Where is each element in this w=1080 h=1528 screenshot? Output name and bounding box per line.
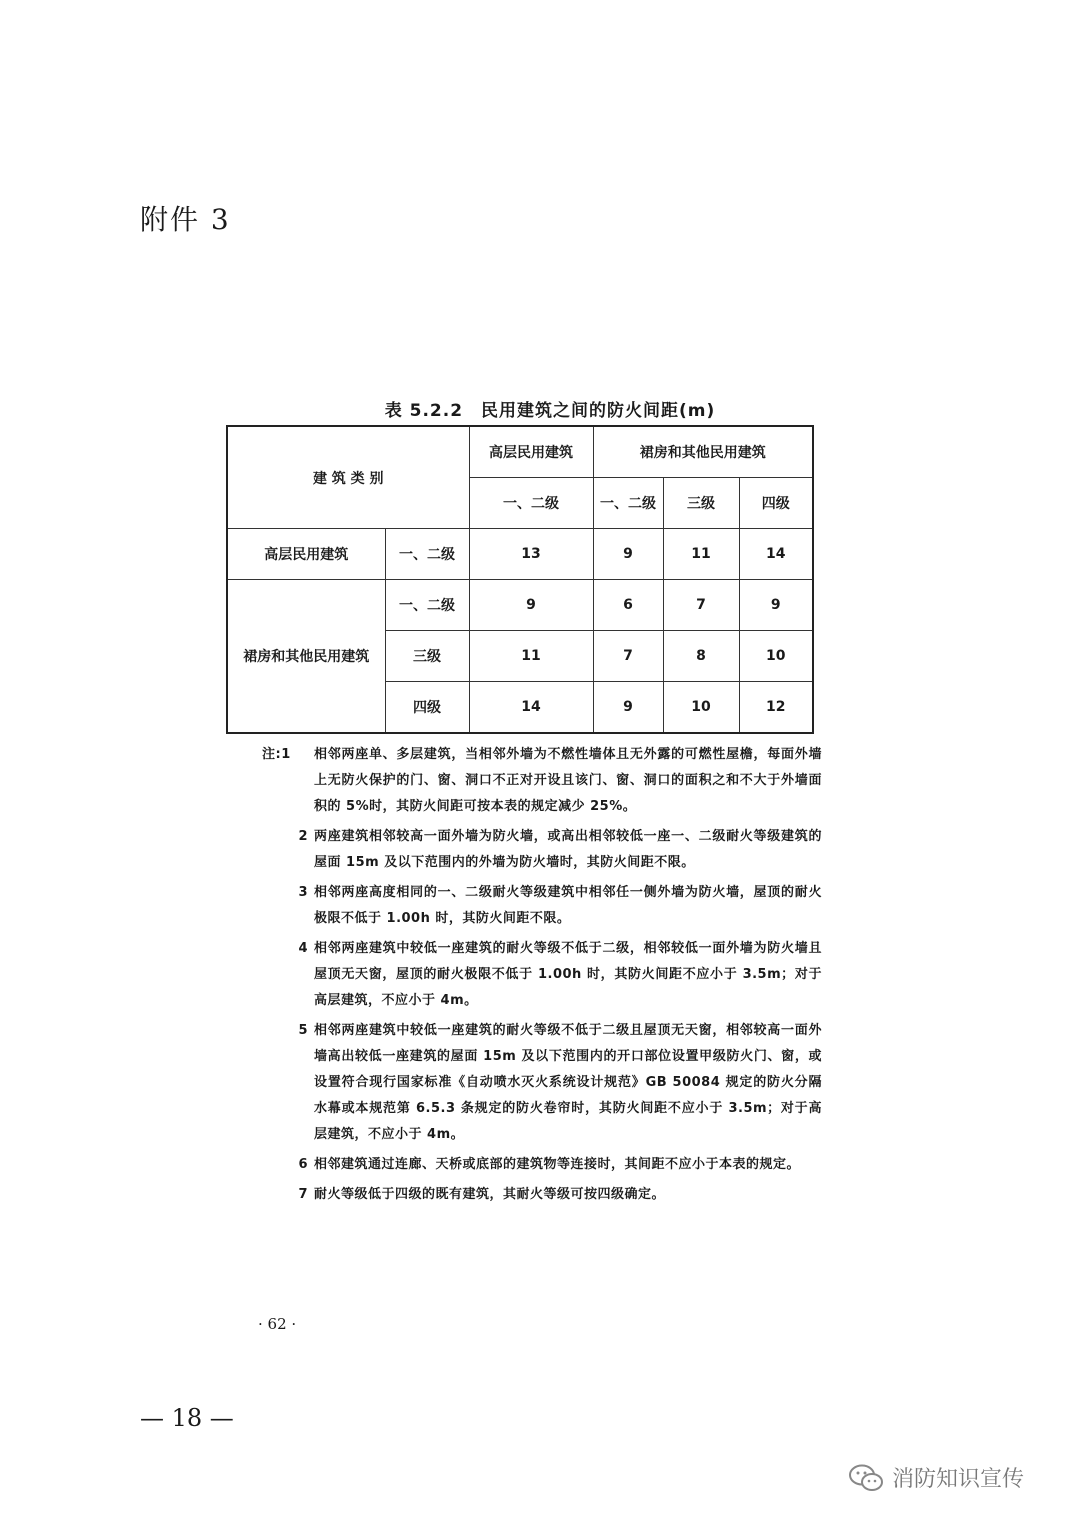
row-grade: 四级 xyxy=(385,682,469,734)
row-grade: 一、二级 xyxy=(385,529,469,580)
cell-value: 11 xyxy=(469,631,593,682)
note-text: 相邻两座建筑中较低一座建筑的耐火等级不低于二级，相邻较低一面外墙为防火墙且屋顶无天窗，屋顶的耐火极限不低于 1.00h 时，其防火间距不应小于 3.5m；对于高层建筑，不应小于 4m。 xyxy=(314,941,822,1008)
header-grade: 三级 xyxy=(663,478,739,529)
watermark-text: 消防知识宣传 xyxy=(892,1467,1025,1492)
cell-value: 11 xyxy=(663,529,739,580)
note-number: 5 xyxy=(298,1023,308,1038)
attachment-title: 附件 3 xyxy=(140,203,231,236)
note-text: 耐火等级低于四级的既有建筑，其耐火等级可按四级确定。 xyxy=(314,1187,666,1202)
note-number: 2 xyxy=(298,829,308,844)
note-item xyxy=(262,1152,822,1178)
note-item xyxy=(262,880,822,932)
cell-value: 9 xyxy=(593,682,663,734)
header-grade: 一、二级 xyxy=(593,478,663,529)
watermark xyxy=(848,1462,1024,1493)
cell-value: 7 xyxy=(663,580,739,631)
header-grade: 一、二级 xyxy=(469,478,593,529)
cell-value: 13 xyxy=(469,529,593,580)
header-grade: 四级 xyxy=(739,478,813,529)
cell-value: 7 xyxy=(593,631,663,682)
cell-value: 10 xyxy=(739,631,813,682)
table-caption: 表 5.2.2 民用建筑之间的防火间距(m) xyxy=(384,401,716,421)
table-row xyxy=(227,529,813,580)
cell-value: 9 xyxy=(469,580,593,631)
row-grade: 一、二级 xyxy=(385,580,469,631)
cell-value: 9 xyxy=(739,580,813,631)
header-category: 建 筑 类 别 xyxy=(227,426,469,529)
note-text: 相邻两座高度相同的一、二级耐火等级建筑中相邻任一侧外墙为防火墙，屋顶的耐火极限不低于 1.00h 时，其防火间距不限。 xyxy=(314,885,822,926)
note-number: 7 xyxy=(298,1187,308,1202)
cell-value: 12 xyxy=(739,682,813,734)
page-number: — 18 — xyxy=(140,1404,234,1432)
note-item xyxy=(262,824,822,876)
note-text: 相邻两座建筑中较低一座建筑的耐火等级不低于二级且屋顶无天窗，相邻较高一面外墙高出较低一座建筑的屋面 15m 及以下范围内的开口部位设置甲级防火门、窗，或设置符合现行国家标准《自动喷水灭火系统设计规范》GB 50084 规定的防火分隔水幕或本规范第 6.5.3 条规定的防火卷帘时，其防火间距不应小于 3.5m；对于高层建筑，不应小于 4m。 xyxy=(314,1023,822,1142)
cell-value: 8 xyxy=(663,631,739,682)
note-item xyxy=(262,742,822,820)
header-high-rise: 高层民用建筑 xyxy=(469,426,593,478)
cell-value: 10 xyxy=(663,682,739,734)
cell-value: 6 xyxy=(593,580,663,631)
row-grade: 三级 xyxy=(385,631,469,682)
wechat-icon xyxy=(848,1464,884,1492)
note-item xyxy=(262,1018,822,1148)
inner-page-number: · 62 · xyxy=(258,1315,297,1333)
table-notes xyxy=(262,742,822,1212)
cell-value: 14 xyxy=(469,682,593,734)
note-text: 相邻两座单、多层建筑，当相邻外墙为不燃性墙体且无外露的可燃性屋檐，每面外墙上无防火保护的门、窗、洞口不正对开设且该门、窗、洞口的面积之和不大于外墙面积的 5%时，其防火间距可按本表的规定减少 25%。 xyxy=(314,747,822,814)
cell-value: 14 xyxy=(739,529,813,580)
row-group: 裙房和其他民用建筑 xyxy=(227,580,385,734)
fire-distance-table xyxy=(226,425,814,734)
note-number: 4 xyxy=(298,941,308,956)
note-text: 相邻建筑通过连廊、天桥或底部的建筑物等连接时，其间距不应小于本表的规定。 xyxy=(314,1157,801,1172)
note-number: 6 xyxy=(298,1157,308,1172)
note-item xyxy=(262,936,822,1014)
note-item xyxy=(262,1182,822,1208)
note-text: 两座建筑相邻较高一面外墙为防火墙，或高出相邻较低一座一、二级耐火等级建筑的屋面 15m 及以下范围内的外墙为防火墙时，其防火间距不限。 xyxy=(314,829,822,870)
note-number: 注:1 xyxy=(262,747,291,762)
cell-value: 9 xyxy=(593,529,663,580)
header-podium-other: 裙房和其他民用建筑 xyxy=(593,426,813,478)
note-number: 3 xyxy=(298,885,308,900)
table-row xyxy=(227,580,813,631)
row-group: 高层民用建筑 xyxy=(227,529,385,580)
